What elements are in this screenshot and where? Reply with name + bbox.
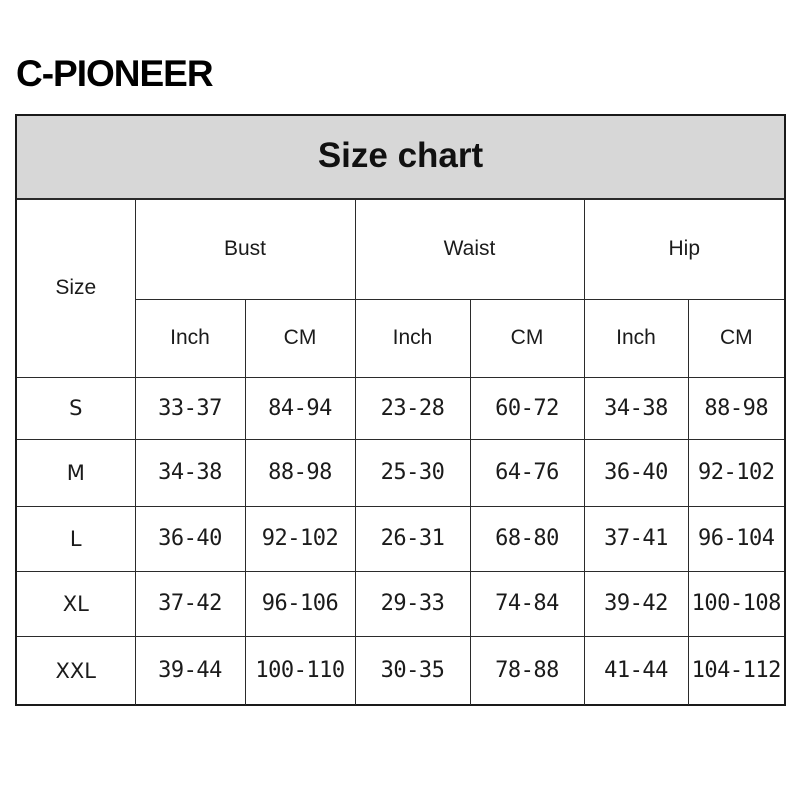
value-cell: 37-41 (584, 506, 688, 571)
value-cell: 92-102 (245, 506, 355, 571)
unit-header: Inch (355, 299, 470, 377)
unit-header: CM (688, 299, 784, 377)
value-cell: 34-38 (584, 377, 688, 439)
value-cell: 88-98 (245, 439, 355, 506)
unit-header: CM (470, 299, 584, 377)
table-row (17, 377, 784, 439)
table-row (17, 636, 784, 705)
table-row (17, 571, 784, 636)
value-cell: 29-33 (355, 571, 470, 636)
group-header-bust: Bust (135, 200, 355, 299)
value-cell: 96-104 (688, 506, 784, 571)
value-cell: 25-30 (355, 439, 470, 506)
value-cell: 36-40 (584, 439, 688, 506)
value-cell: 104-112 (688, 636, 784, 705)
value-cell: 78-88 (470, 636, 584, 705)
unit-header: CM (245, 299, 355, 377)
unit-header: Inch (584, 299, 688, 377)
value-cell: 96-106 (245, 571, 355, 636)
value-cell: 36-40 (135, 506, 245, 571)
value-cell: 39-42 (584, 571, 688, 636)
value-cell: 34-38 (135, 439, 245, 506)
brand-logo: C-PIONEER (16, 53, 213, 94)
value-cell: 37-42 (135, 571, 245, 636)
group-header-hip: Hip (584, 200, 784, 299)
group-header-waist: Waist (355, 200, 584, 299)
table-row (17, 439, 784, 506)
value-cell: 100-110 (245, 636, 355, 705)
value-cell: 88-98 (688, 377, 784, 439)
value-cell: 23-28 (355, 377, 470, 439)
value-cell: 100-108 (688, 571, 784, 636)
value-cell: 92-102 (688, 439, 784, 506)
value-cell: 39-44 (135, 636, 245, 705)
table-row (17, 506, 784, 571)
size-cell: S (17, 377, 135, 439)
value-cell: 30-35 (355, 636, 470, 705)
value-cell: 64-76 (470, 439, 584, 506)
value-cell: 33-37 (135, 377, 245, 439)
value-cell: 41-44 (584, 636, 688, 705)
title-bar (17, 116, 784, 200)
size-cell: M (17, 439, 135, 506)
size-chart (15, 114, 786, 706)
header-row-groups (17, 200, 784, 299)
value-cell: 68-80 (470, 506, 584, 571)
value-cell: 84-94 (245, 377, 355, 439)
size-cell: XXL (17, 636, 135, 705)
value-cell: 26-31 (355, 506, 470, 571)
value-cell: 74-84 (470, 571, 584, 636)
size-header: Size (17, 200, 135, 377)
chart-title: Size chart (317, 136, 484, 175)
unit-header: Inch (135, 299, 245, 377)
size-cell: L (17, 506, 135, 571)
size-cell: XL (17, 571, 135, 636)
size-table (17, 200, 784, 705)
value-cell: 60-72 (470, 377, 584, 439)
